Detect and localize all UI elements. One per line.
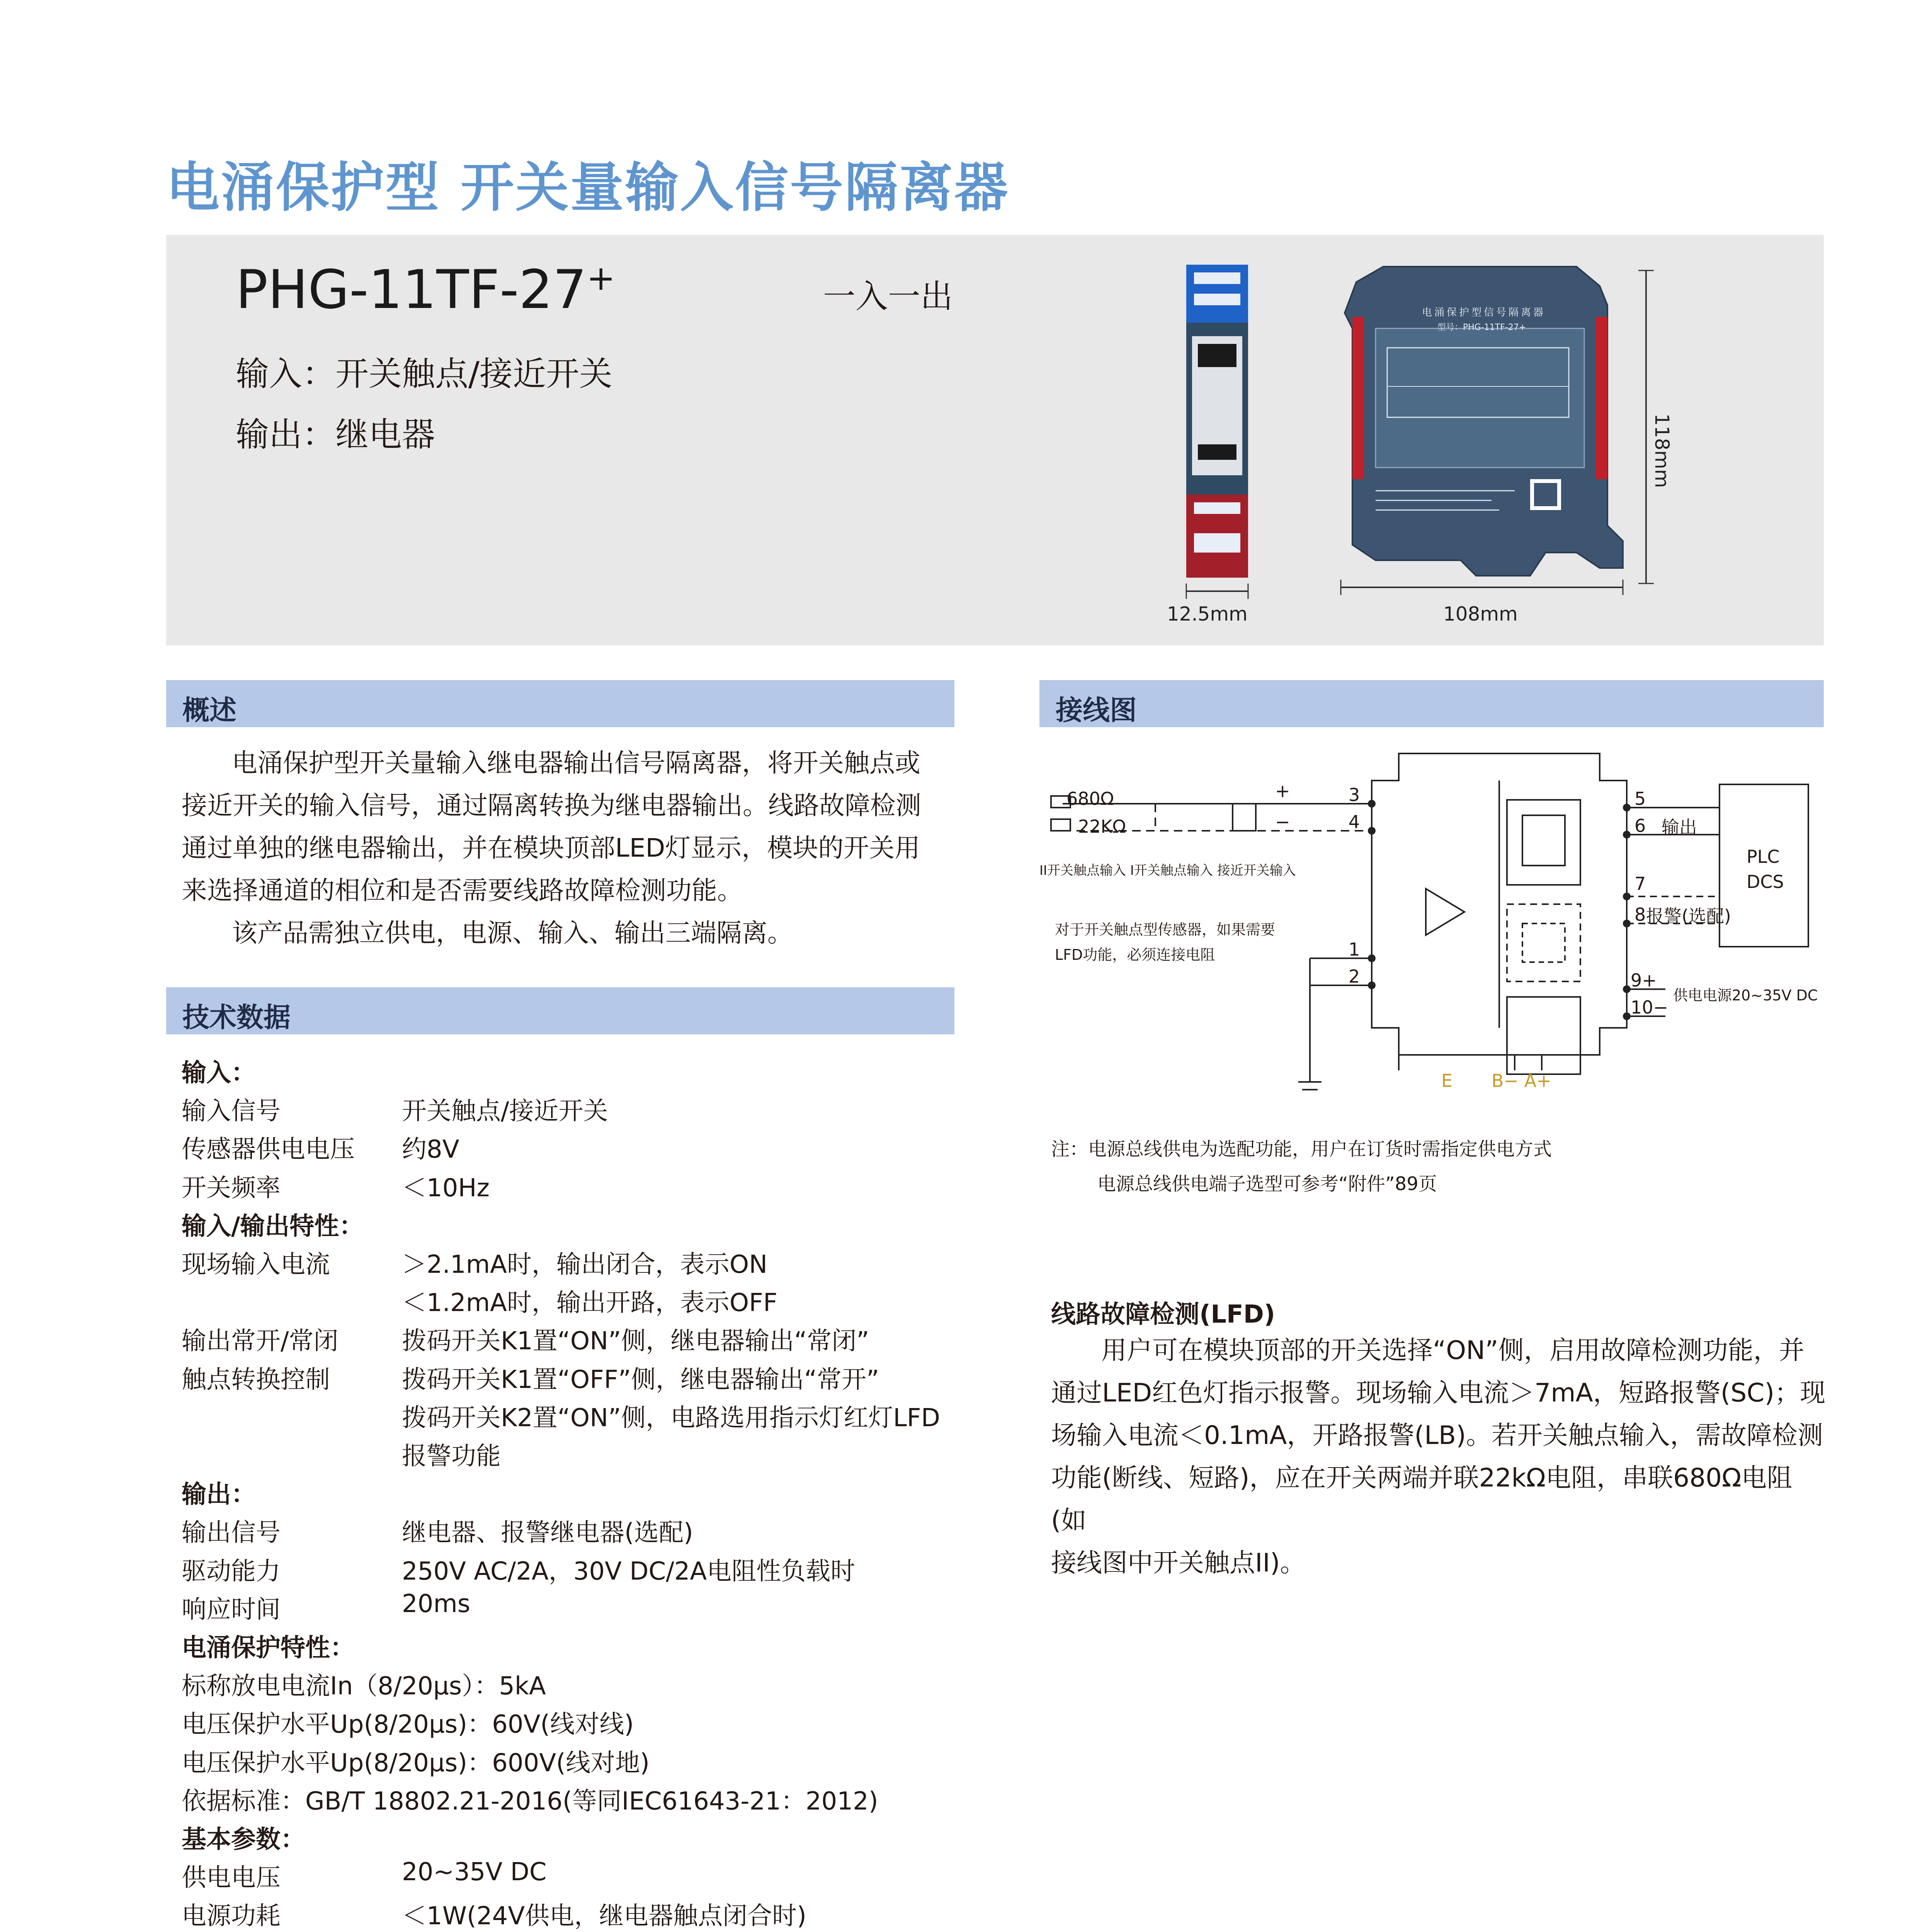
spec-value: 拨码开关K1置“OFF”侧，继电器输出“常开” [402,1365,879,1394]
terminal-3: 3 [1349,784,1360,805]
depth-label: 108mm [1443,603,1518,625]
overview-body [182,742,962,954]
lfd-line: 用户可在模块顶部的开关选择“ON”侧，启用故障检测功能，并 [1101,1335,1804,1365]
lfd-line: 场输入电流＜0.1mA，开路报警(LB)。若开关触点输入，需故障检测 [1051,1420,1823,1450]
depth-dimension [1329,576,1638,599]
dcs-label: DCS [1747,871,1784,892]
spec-key: 驱动能力 [182,1557,281,1586]
terminal-1: 1 [1349,939,1360,960]
product-model [236,258,615,321]
width-dimension [1171,580,1264,603]
spec-value: 20ms [402,1589,471,1618]
tech-spec-list [182,1053,970,1932]
input-caption: II开关触点输入 I开关触点输入 接近开关输入 [1039,863,1296,878]
channel-count: 一入一出 [823,277,953,315]
spec-value: 继电器、报警继电器(选配) [402,1519,693,1548]
spec-key: 输出： [182,1480,256,1509]
spec-key: 输入信号 [182,1097,281,1126]
overview-line: 通过单独的继电器输出，并在模块顶部LED灯显示，模块的开关用 [182,833,920,863]
lfd-line: 接线图中开关触点II)。 [1051,1548,1306,1578]
spec-key: 输出信号 [182,1519,281,1548]
spec-key: 电源功耗 [182,1902,281,1931]
lfd-line: 通过LED红色灯指示报警。现场输入电流＞7mA，短路报警(SC)；现 [1051,1378,1826,1408]
spec-key: 输入/输出特性： [182,1212,364,1241]
alarm-label: 报警(选配) [1646,906,1731,927]
overview-line: 接近开关的输入信号，通过隔离转换为继电器输出。线路故障检测 [182,791,921,820]
width-label: 12.5mm [1167,603,1248,625]
spec-value: ＞2.1mA时，输出闭合，表示ON [402,1250,768,1279]
spec-key: 电压保护水平Up(8/20μs)：600V(线对地) [182,1748,650,1777]
spec-value: ＜1.2mA时，输出开路，表示OFF [402,1289,777,1318]
output-label: 输出 [1662,817,1697,838]
device-model-label: 型号：PHG-11TF-27+ [1437,323,1526,332]
spec-value: 开关触点/接近开关 [402,1097,608,1126]
spec-key: 输入： [182,1059,256,1087]
overview-heading: 概述 [182,694,236,726]
terminal-4: 4 [1349,811,1360,832]
spec-key: 触点转换控制 [182,1365,330,1394]
overview-header [166,680,954,727]
output-type: 输出：继电器 [236,415,435,454]
page-title: 电涌保护型 开关量输入信号隔离器 [166,156,1010,219]
terminal-10: 10− [1631,997,1668,1018]
resistor-680: 680Ω [1066,788,1114,809]
supply-label: 供电电源20~35V DC [1673,987,1818,1004]
spec-key: 传感器供电电压 [182,1135,355,1164]
minus-sign: − [1275,811,1290,832]
spec-value: ＜10Hz [402,1173,490,1202]
height-label: 118mm [1651,413,1673,488]
terminal-2: 2 [1349,966,1360,987]
device-label: 电涌保护型信号隔离器 [1422,307,1546,318]
spec-key: 现场输入电流 [182,1250,330,1279]
terminal-5: 5 [1634,788,1646,809]
tech-heading: 技术数据 [182,1002,291,1033]
spec-key: 响应时间 [182,1595,281,1624]
overview-line: 该产品需独立供电，电源、输入、输出三端隔离。 [232,918,793,948]
lfd-heading: 线路故障检测(LFD) [1051,1300,1276,1329]
plus-sign: + [1275,781,1290,801]
lfd-line: 功能(断线、短路)，应在开关两端并联22kΩ电阻，串联680Ω电阻(如 [1051,1463,1793,1535]
spec-value: 20~35V DC [402,1858,547,1887]
plc-label: PLC [1747,846,1780,867]
terminal-9: 9+ [1631,970,1657,991]
spec-value: 拨码开关K1置“ON”侧，继电器输出“常闭” [402,1327,869,1356]
model-text: PHG-11TF-27 [236,259,587,321]
overview-line: 电涌保护型开关量输入继电器输出信号隔离器，将开关触点或 [232,748,920,778]
wiring-header [1039,680,1824,727]
terminal-7: 7 [1634,873,1646,894]
spec-key: 基本参数： [182,1825,305,1854]
spec-key: 电涌保护特性： [182,1634,355,1662]
sensor-note-1: 对于开关触点型传感器，如果需要 [1055,921,1276,938]
spec-value: 250V AC/2A，30V DC/2A电阻性负载时 [402,1557,855,1586]
spec-key: 输出常开/常闭 [182,1327,338,1356]
wiring-note-1: 注：电源总线供电为选配功能，用户在订货时需指定供电方式 [1051,1138,1552,1160]
spec-key: 标称放电电流In（8/20μs）：5kA [182,1672,546,1701]
model-sup: + [587,258,616,298]
wiring-note-2: 电源总线供电端子选型可参考“附件”89页 [1097,1173,1437,1195]
overview-line: 来选择通道的相位和是否需要线路故障检测功能。 [182,876,743,905]
spec-value: 报警功能 [402,1442,501,1471]
bus-e: E [1441,1070,1453,1091]
wiring-heading: 接线图 [1056,694,1137,726]
terminal-6: 6 [1634,815,1646,836]
lfd-body [1051,1329,1828,1584]
sensor-note-2: LFD功能，必须连接电阻 [1055,946,1215,963]
spec-value: 拨码开关K2置“ON”侧，电路选用指示灯红灯LFD [402,1403,940,1432]
resistor-22k: 22KΩ [1078,816,1126,837]
spec-key: 开关频率 [182,1173,281,1202]
device-front-image [1182,263,1252,580]
spec-value: ＜1W(24V供电，继电器触点闭合时) [402,1902,807,1931]
spec-key: 电压保护水平Up(8/20μs)：60V(线对线) [182,1710,634,1739]
input-type: 输入：开关触点/接近开关 [236,355,612,393]
spec-key: 供电电压 [182,1864,281,1893]
bus-ba: B− A+ [1492,1070,1551,1091]
tech-header [166,987,954,1034]
spec-key: 依据标准：GB/T 18802.21-2016(等同IEC61643-21：2012) [182,1787,878,1816]
terminal-8: 8 [1634,904,1646,925]
spec-value: 约8V [402,1135,459,1164]
